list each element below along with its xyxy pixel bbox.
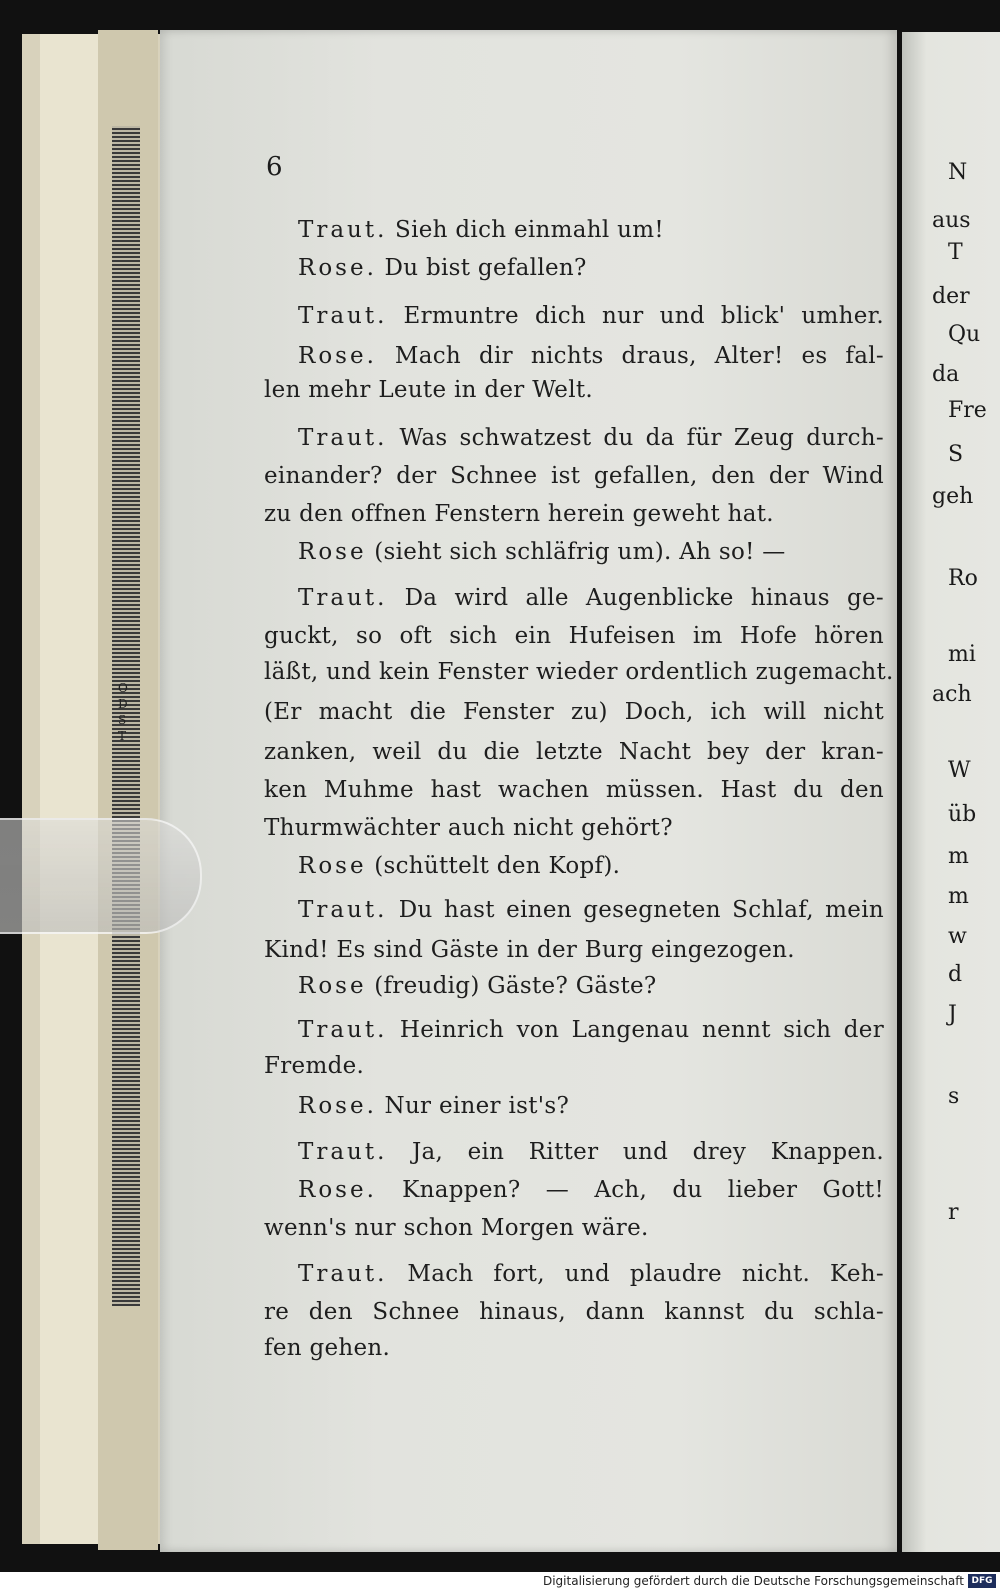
text-line	[264, 534, 884, 570]
footer	[0, 1572, 1000, 1592]
next-page-fragment: da	[932, 362, 960, 387]
text-line	[264, 892, 884, 928]
next-page-fragment: W	[948, 758, 971, 783]
text-line	[264, 772, 884, 808]
next-page-fragment: m	[948, 884, 969, 909]
line-text: Mach dir nichts draus, Alter! es fal-	[394, 343, 884, 369]
text-line	[264, 298, 884, 334]
text-line	[264, 1012, 884, 1048]
next-page-fragment: S	[948, 442, 964, 467]
text-line	[264, 694, 884, 730]
line-text: Du bist gefallen?	[384, 255, 587, 281]
line-text: Du hast einen gesegneten Schlaf, mein	[398, 897, 884, 923]
speaker-name: Traut.	[298, 897, 388, 923]
next-page-fragment: aus	[932, 208, 971, 233]
dfg-logo-icon: DFG	[968, 1574, 996, 1588]
line-text: Nur einer ist's?	[384, 1093, 570, 1119]
next-page-fragment: m	[948, 844, 969, 869]
next-page-fragment: Qu	[948, 322, 981, 347]
text-line	[264, 212, 884, 248]
text-line	[264, 458, 884, 494]
speaker-name: Traut.	[298, 1017, 388, 1043]
text-line	[264, 250, 884, 286]
line-text: (freudig) Gäste? Gäste?	[374, 973, 657, 999]
text-line	[264, 1088, 884, 1124]
next-page-fragment: w	[948, 924, 967, 949]
text-line	[264, 1172, 884, 1208]
line-text: wenn's nur schon Morgen wäre.	[264, 1215, 649, 1241]
line-text: Fremde.	[264, 1053, 365, 1079]
line-text: einander? der Schnee ist gefallen, den der Wind	[264, 463, 884, 489]
text-line	[264, 810, 884, 846]
footer-credit: Digitalisierung gefördert durch die Deutsche Forschungsgemeinschaft	[542, 1574, 964, 1588]
line-text: (Er macht die Fenster zu) Doch, ich will nicht	[264, 699, 884, 725]
line-text: Ja, ein Ritter und drey Knappen.	[411, 1139, 884, 1165]
left-page-fragment: D	[118, 697, 128, 711]
line-text: Thurmwächter auch nicht gehört?	[264, 815, 673, 841]
text-line	[264, 1330, 884, 1366]
next-page-fragment: üb	[948, 802, 977, 827]
next-page-fragment: mi	[948, 642, 976, 667]
text-line	[264, 580, 884, 616]
text-line	[264, 496, 884, 532]
text-line	[264, 338, 884, 374]
speaker-name: Rose.	[298, 1093, 377, 1119]
text-line	[264, 968, 884, 1004]
speaker-name: Traut.	[298, 425, 388, 451]
speaker-name: Traut.	[298, 217, 388, 243]
next-page-fragment: geh	[932, 484, 974, 509]
line-text: Sieh dich einmahl um!	[395, 217, 664, 243]
next-page-fragment: T	[948, 240, 963, 265]
line-text: Heinrich von Langenau nennt sich der	[399, 1017, 884, 1043]
text-line	[264, 1210, 884, 1246]
line-text: Kind! Es sind Gäste in der Burg eingezogen.	[264, 937, 795, 963]
text-line	[264, 848, 884, 884]
speaker-name: Rose.	[298, 1177, 377, 1203]
left-page-fragment: O	[118, 681, 128, 695]
line-text: len mehr Leute in der Welt.	[264, 377, 593, 403]
text-line	[264, 1294, 884, 1330]
next-page-fragment: Fre	[948, 398, 987, 423]
text-line	[264, 734, 884, 770]
speaker-name: Traut.	[298, 585, 388, 611]
next-page-fragment: d	[948, 962, 963, 987]
next-page-fragment: der	[932, 284, 970, 309]
text-line	[264, 372, 884, 408]
line-text: zu den offnen Fenstern herein geweht hat.	[264, 501, 774, 527]
line-text: Mach fort, und plaudre nicht. Keh-	[407, 1261, 884, 1287]
text-line	[264, 654, 894, 690]
speaker-name: Rose	[298, 539, 367, 565]
line-text: re den Schnee hinaus, dann kannst du schla-	[264, 1299, 884, 1325]
line-text: Ermuntre dich nur und blick' umher.	[403, 303, 884, 329]
line-text: läßt, und kein Fenster wieder ordentlich zugemacht.	[264, 659, 894, 685]
line-text: guckt, so oft sich ein Hufeisen im Hofe hören	[264, 623, 884, 649]
text-line	[264, 1256, 884, 1292]
next-page-edge	[902, 32, 1000, 1552]
next-page-fragment: s	[948, 1084, 960, 1109]
line-text: Was schwatzest du da für Zeug durch-	[399, 425, 884, 451]
page-number: 6	[266, 152, 283, 182]
line-text: zanken, weil du die letzte Nacht bey der kran-	[264, 739, 884, 765]
line-text: ken Muhme hast wachen müssen. Hast du den	[264, 777, 884, 803]
next-page-fragment: N	[948, 160, 968, 185]
line-text: (sieht sich schläfrig um). Ah so! —	[374, 539, 786, 565]
glass-page-clip	[0, 818, 202, 934]
next-page-fragment: ach	[932, 682, 972, 707]
speaker-name: Traut.	[298, 1261, 388, 1287]
speaker-name: Rose	[298, 853, 367, 879]
speaker-name: Rose.	[298, 255, 377, 281]
text-line	[264, 1048, 884, 1084]
next-page-fragment: Ro	[948, 566, 978, 591]
speaker-name: Traut.	[298, 303, 388, 329]
line-text: Knappen? — Ach, du lieber Gott!	[402, 1177, 884, 1203]
text-line	[264, 1134, 884, 1170]
text-line	[264, 932, 884, 968]
text-line	[264, 420, 884, 456]
next-page-fragment: J	[948, 1002, 957, 1027]
line-text: fen gehen.	[264, 1335, 391, 1361]
speaker-name: Rose.	[298, 343, 377, 369]
left-page-fragment: S	[118, 713, 127, 727]
speaker-name: Rose	[298, 973, 367, 999]
line-text: (schüttelt den Kopf).	[374, 853, 621, 879]
line-text: Da wird alle Augenblicke hinaus ge-	[404, 585, 884, 611]
next-page-fragment: r	[948, 1200, 959, 1225]
speaker-name: Traut.	[298, 1139, 388, 1165]
left-page-fragment: T	[118, 729, 127, 743]
text-line	[264, 618, 884, 654]
left-page-fragments	[118, 680, 138, 744]
